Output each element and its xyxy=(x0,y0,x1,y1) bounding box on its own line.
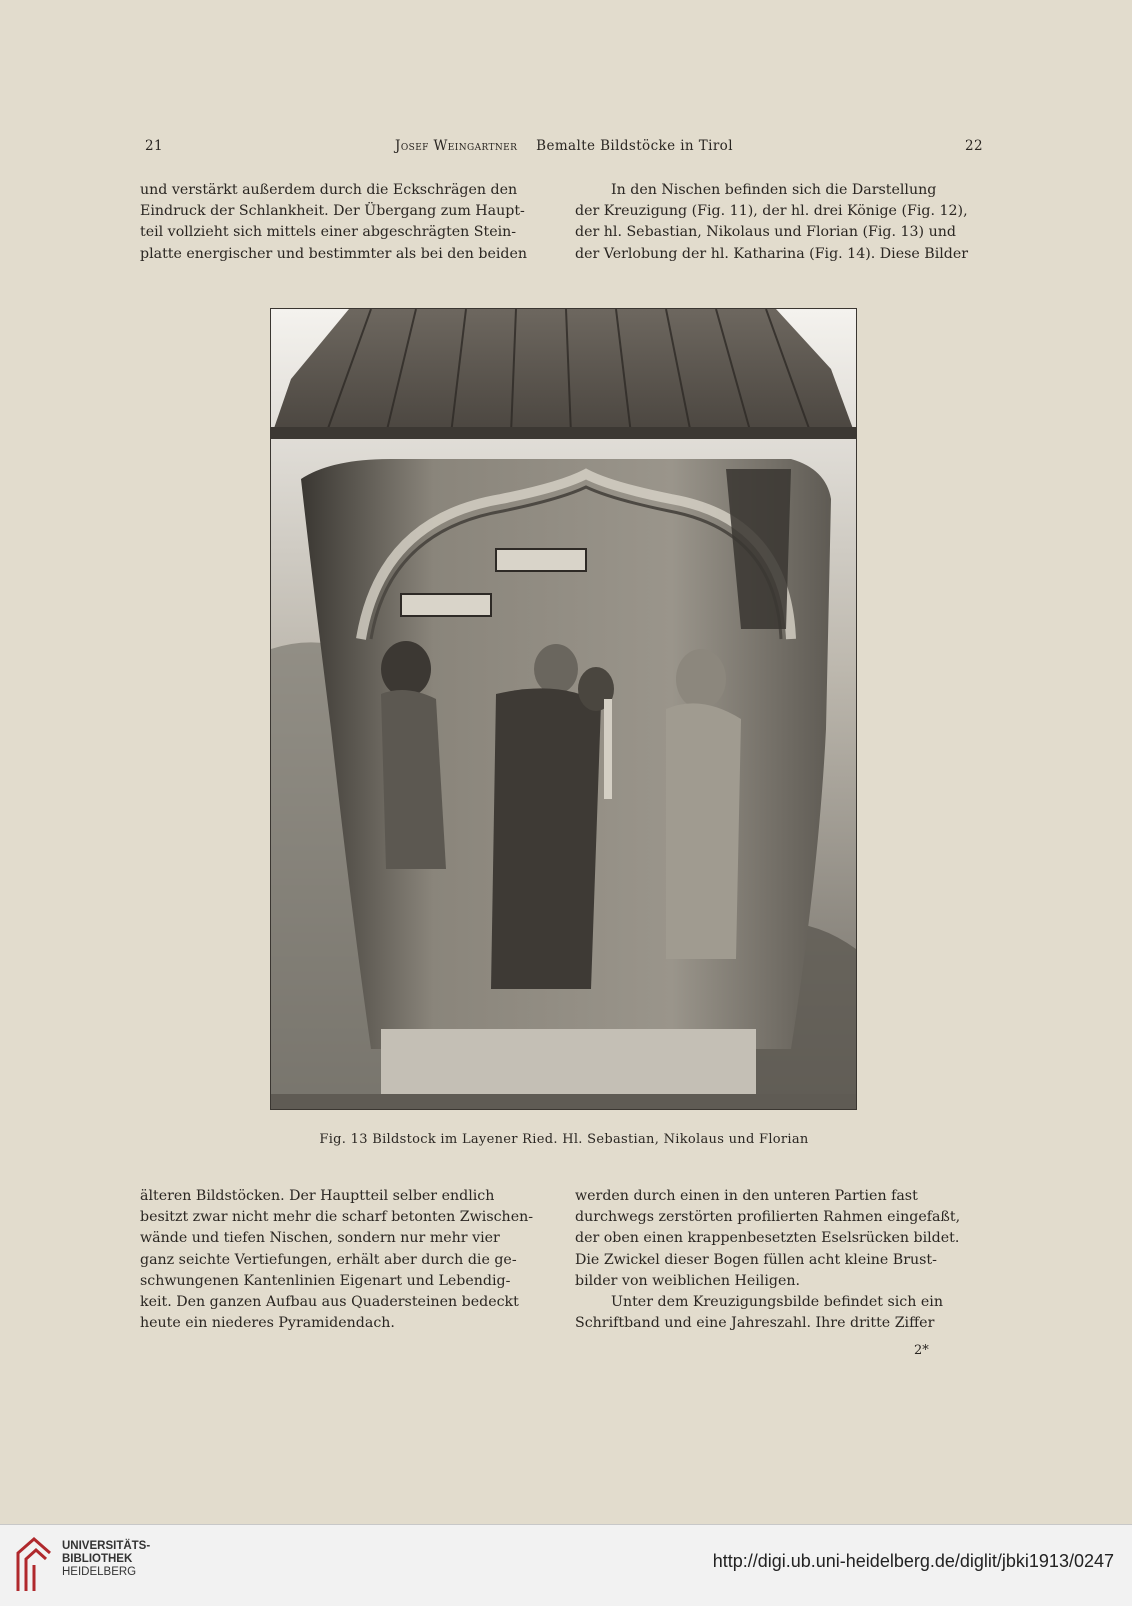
author-name: Josef Weingartner xyxy=(395,138,518,154)
text-line: durchwegs zerstörten profilierten Rahmen eingefaßt, xyxy=(575,1209,961,1226)
text-line: Eindruck der Schlankheit. Der Übergang zum Haupt- xyxy=(140,203,525,220)
text-line: ganz seichte Vertiefungen, erhält aber durch die ge- xyxy=(140,1251,517,1268)
library-name-line: UNIVERSITÄTS- xyxy=(62,1540,151,1552)
text-line: der Kreuzigung (Fig. 11), der hl. drei Könige (Fig. 12), xyxy=(575,203,968,220)
text-line: platte energischer und bestimmter als bei den beiden xyxy=(140,245,527,262)
figure-caption: Fig. 13 Bildstock im Layener Ried. Hl. Sebastian, Nikolaus und Florian xyxy=(319,1132,809,1147)
text-column-bottom-left xyxy=(140,1186,550,1334)
text-line: älteren Bildstöcken. Der Hauptteil selber endlich xyxy=(140,1188,495,1204)
text-line: der Verlobung der hl. Katharina (Fig. 14). Diese Bilder xyxy=(575,245,969,262)
article-title: Bemalte Bildstöcke in Tirol xyxy=(536,138,733,154)
text-line: teil vollzieht sich mittels einer abgeschrägten Stein- xyxy=(140,224,517,241)
text-line: Die Zwickel dieser Bogen füllen acht kleine Brust- xyxy=(575,1251,937,1268)
library-logo-icon xyxy=(14,1533,56,1595)
text-line: bilder von weiblichen Heiligen. xyxy=(575,1272,800,1289)
library-name-line: BIBLIOTHEK xyxy=(62,1553,133,1565)
text-column-top-left xyxy=(140,180,550,265)
permalink-url[interactable]: http://digi.ub.uni-heidelberg.de/diglit/jbki1913/0247 xyxy=(712,1551,1114,1571)
text-line: Schriftband und eine Jahreszahl. Ihre dritte Ziffer xyxy=(575,1315,935,1332)
text-line: heute ein niederes Pyramidendach. xyxy=(140,1315,395,1332)
text-line: Unter dem Kreuzigungsbilde befindet sich ein xyxy=(611,1294,943,1311)
text-line: schwungenen Kantenlinien Eigenart und Lebendig- xyxy=(140,1272,511,1289)
viewer-footer xyxy=(0,1524,1132,1606)
running-title xyxy=(145,138,983,154)
bildstock-photo-illustration xyxy=(271,309,856,1109)
text-column-top-right xyxy=(575,180,985,265)
text-line: der oben einen krappenbesetzten Eselsrücken bildet. xyxy=(575,1230,960,1247)
library-name-line: HEIDELBERG xyxy=(62,1566,137,1578)
library-name xyxy=(62,1540,150,1579)
text-column-bottom-right xyxy=(575,1186,985,1334)
running-head xyxy=(145,138,983,160)
text-line: werden durch einen in den unteren Partien fast xyxy=(575,1188,918,1204)
page-number-left: 21 xyxy=(145,138,163,154)
text-line: In den Nischen befinden sich die Darstellung xyxy=(611,182,937,198)
text-line: keit. Den ganzen Aufbau aus Quadersteinen bedeckt xyxy=(140,1294,519,1311)
text-line: der hl. Sebastian, Nikolaus und Florian (Fig. 13) und xyxy=(575,224,956,241)
signature-mark: 2* xyxy=(914,1343,929,1358)
text-line: und verstärkt außerdem durch die Eckschrägen den xyxy=(140,182,518,198)
text-line: besitzt zwar nicht mehr die scharf betonten Zwischen- xyxy=(140,1209,534,1226)
page-number-right: 22 xyxy=(965,138,983,154)
figure-photograph-bildstock xyxy=(270,308,857,1110)
text-line: wände und tiefen Nischen, sondern nur mehr vier xyxy=(140,1230,500,1247)
